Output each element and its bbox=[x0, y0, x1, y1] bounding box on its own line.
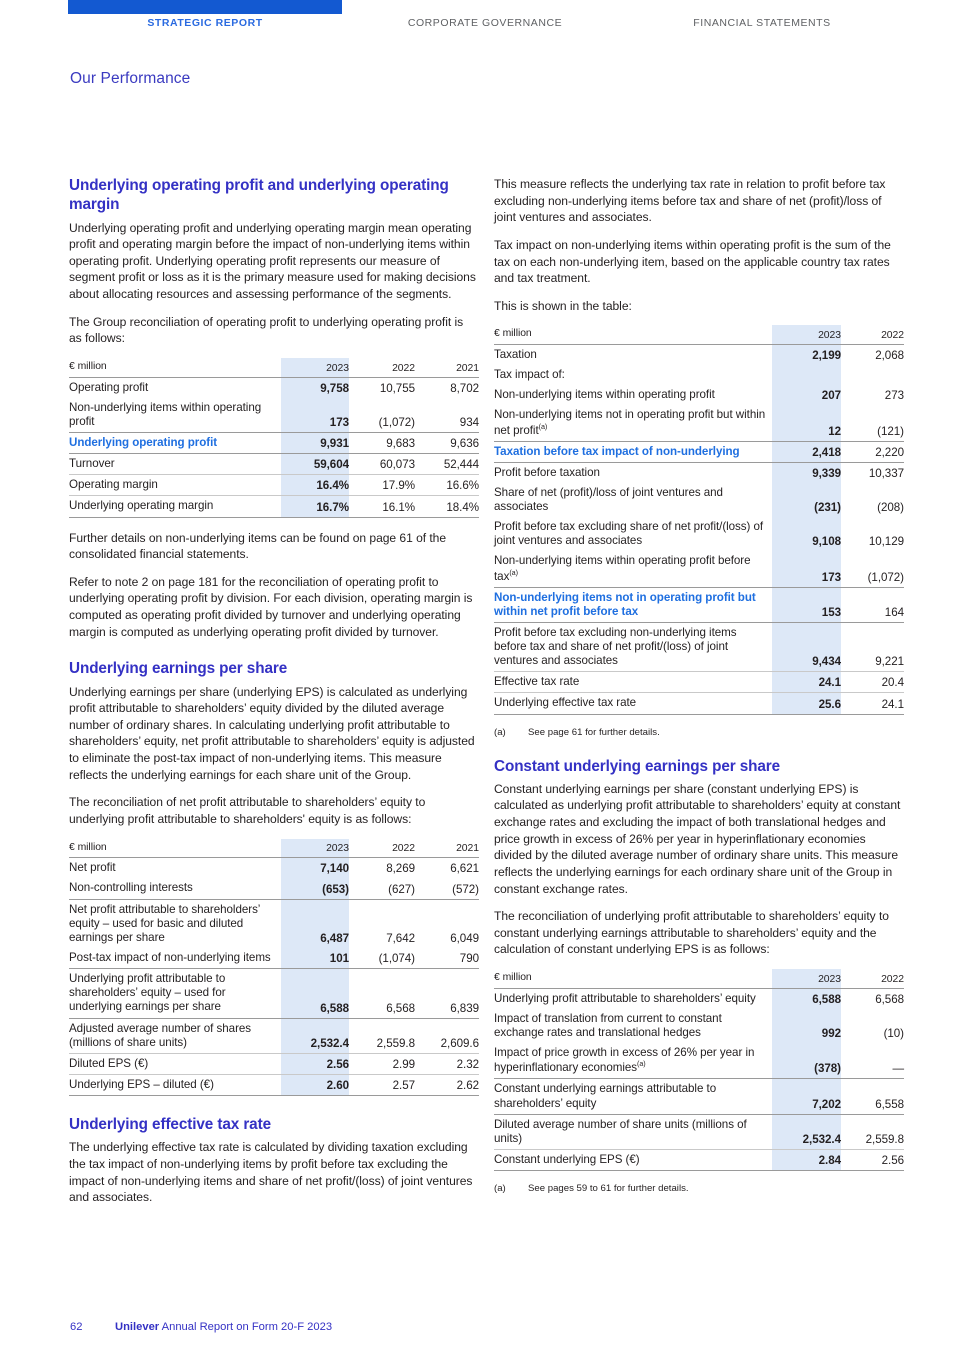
table-row bbox=[494, 345, 904, 366]
footer-brand: Unilever bbox=[115, 1321, 160, 1333]
paragraph-underlying-effective-tax-rate-definition: The underlying effective tax rate is calculated by dividing taxation excluding the tax impact of non-underlying items by profit before tax excluding the impact of non-underlying items and share of net profit/(loss) of joint ventures and associates. bbox=[69, 1140, 473, 1205]
row-label: Profit before tax excluding share of net profit/(loss) of joint ventures and associates bbox=[494, 520, 764, 548]
row-label: Tax impact of: bbox=[494, 368, 565, 382]
cell-2023: 12 bbox=[772, 405, 841, 441]
cell-2022: (1,074) bbox=[378, 952, 415, 966]
cell-2022: 2,068 bbox=[875, 349, 904, 363]
cell-2023: 2.60 bbox=[281, 1074, 349, 1095]
table-row bbox=[494, 441, 904, 462]
footnote-text: See pages 59 to 61 for further details. bbox=[528, 1183, 689, 1195]
cell-2022: 10,337 bbox=[841, 462, 904, 483]
column-header-2023: 2023 bbox=[281, 358, 349, 377]
row-label: Underlying EPS – diluted (€) bbox=[69, 1074, 281, 1095]
cell-2022: 9,221 bbox=[841, 622, 904, 671]
footnote-mark: (a) bbox=[494, 726, 506, 738]
cell-2022: (121) bbox=[877, 424, 904, 438]
cell-2021: 9,636 bbox=[415, 433, 479, 454]
cell-2022: 9,683 bbox=[349, 433, 415, 454]
cell-2022: 2.56 bbox=[841, 1149, 904, 1170]
row-label: Non-underlying items not in operating profit but within net profit before tax bbox=[494, 587, 772, 622]
paragraph-underlying-eps-definition: Underlying earnings per share (underlying EPS) is calculated as underlying profit attributable to shareholders’ equity divided by the diluted average number of ordinary shares. In calculating underlying profit attributable to shareholders’ equity, net profit attributable to shareholders’ equity is adjusted to eliminate the post-tax impact of non-underlying items. This measure reflects the underlying earnings for each share unit of the Group. bbox=[69, 684, 475, 782]
cell-2021: 6,049 bbox=[415, 899, 479, 948]
top-navigation bbox=[0, 0, 968, 46]
row-label-text: Impact of price growth in excess of 26% per year in hyperinflationary economies bbox=[494, 1046, 755, 1075]
cell-2023: 2,199 bbox=[772, 345, 841, 366]
column-header-2022: 2022 bbox=[841, 325, 904, 344]
row-label: Share of net (profit)/loss of joint ventures and associates bbox=[494, 485, 723, 514]
table-row bbox=[494, 385, 904, 405]
right-column bbox=[494, 176, 904, 1194]
column-header-unit: € million bbox=[494, 969, 772, 988]
row-label: Constant underlying earnings attributable to shareholders’ equity bbox=[494, 1079, 772, 1114]
table-row bbox=[494, 551, 904, 587]
page-footer bbox=[70, 1321, 332, 1333]
table-row bbox=[69, 969, 479, 1018]
cell-2023 bbox=[772, 365, 841, 385]
table-row bbox=[494, 365, 904, 385]
active-tab-indicator bbox=[68, 0, 342, 14]
cell-2023: 9,758 bbox=[281, 377, 349, 398]
row-label: Profit before tax excluding non-underlying items before tax and share of net profit/(loss) of joint ventures and associates bbox=[494, 622, 772, 671]
column-header-2022: 2022 bbox=[349, 358, 415, 377]
cell-2022: 2,220 bbox=[841, 441, 904, 462]
cell-2021: 52,444 bbox=[415, 454, 479, 475]
footnote-marker: (a) bbox=[538, 421, 548, 431]
table-header-row bbox=[494, 325, 904, 344]
footnote-marker: (a) bbox=[637, 1059, 646, 1069]
paragraph-constant-eps-reconciliation-intro: The reconciliation of underlying profit attributable to shareholders’ equity to constant underlying earnings attributable to shareholders’ equity and the calculation of constant underlying EPS is as follows: bbox=[494, 909, 889, 957]
column-header-2023: 2023 bbox=[772, 325, 841, 344]
row-label: Underlying profit attributable to shareholders’ equity – used for underlying earnings per share bbox=[69, 969, 281, 1018]
heading-constant-underlying-eps: Constant underlying earnings per share bbox=[494, 757, 781, 775]
cell-2023: (231) bbox=[772, 483, 841, 517]
table-row bbox=[494, 693, 904, 714]
paragraph-tax-rate-measure: This measure reflects the underlying tax rate in relation to profit before tax excluding non-underlying items before tax and share of net (profit)/loss of joint ventures and associates. bbox=[494, 177, 886, 225]
cell-2022: 2,559.8 bbox=[349, 1018, 415, 1053]
row-label bbox=[494, 551, 772, 587]
cell-2023: (653) bbox=[281, 878, 349, 899]
row-label-text: Non-underlying items within operating profit before tax bbox=[494, 554, 751, 583]
table-row bbox=[494, 622, 904, 671]
cell-2023: 59,604 bbox=[281, 454, 349, 475]
row-label: Constant underlying EPS (€) bbox=[494, 1149, 772, 1170]
column-header-unit: € million bbox=[69, 358, 281, 377]
table-row bbox=[494, 988, 904, 1009]
footnote-text: See page 61 for further details. bbox=[528, 726, 660, 738]
cell-2022: — bbox=[892, 1062, 904, 1076]
row-label: Diluted EPS (€) bbox=[69, 1053, 281, 1074]
cell-2022: 6,568 bbox=[875, 992, 904, 1006]
row-label: Underlying profit attributable to shareholders’ equity bbox=[494, 991, 756, 1005]
cell-2023: 173 bbox=[772, 551, 841, 587]
table-row bbox=[69, 1074, 479, 1095]
table-constant-underlying-eps bbox=[494, 969, 904, 1171]
table-row bbox=[494, 672, 904, 693]
cell-2021: (572) bbox=[452, 882, 479, 896]
cell-2022: 24.1 bbox=[841, 693, 904, 714]
cell-2022: (10) bbox=[883, 1027, 904, 1041]
cell-2022: (208) bbox=[877, 501, 904, 515]
row-label: Operating profit bbox=[69, 380, 149, 394]
cell-2022: 273 bbox=[884, 389, 904, 403]
row-label: Net profit bbox=[69, 861, 116, 875]
table-row bbox=[69, 433, 479, 454]
table-row bbox=[69, 1053, 479, 1074]
cell-2022: (1,072) bbox=[378, 416, 415, 430]
cell-2022: 6,568 bbox=[349, 969, 415, 1018]
cell-2021: 790 bbox=[459, 952, 479, 966]
cell-2021: 16.6% bbox=[415, 475, 479, 496]
cell-2022 bbox=[841, 365, 904, 385]
cell-2021: 2.62 bbox=[415, 1074, 479, 1095]
table-operating-profit-reconciliation bbox=[69, 358, 479, 518]
table-row bbox=[69, 948, 479, 969]
cell-2023: 16.4% bbox=[281, 475, 349, 496]
table-row bbox=[69, 398, 479, 433]
cell-2023: 992 bbox=[772, 1009, 841, 1043]
cell-2023: 9,108 bbox=[772, 517, 841, 551]
cell-2022: 164 bbox=[841, 587, 904, 622]
cell-2023: 9,434 bbox=[772, 622, 841, 671]
row-label: Post-tax impact of non-underlying items bbox=[69, 950, 271, 964]
table-row bbox=[494, 587, 904, 622]
row-label: Taxation bbox=[494, 348, 537, 362]
cell-2023: 207 bbox=[772, 385, 841, 405]
table-row bbox=[494, 1079, 904, 1114]
paragraph-shown-in-table: This is shown in the table: bbox=[494, 298, 632, 313]
table-row bbox=[494, 1114, 904, 1149]
row-label: Profit before taxation bbox=[494, 462, 772, 483]
cell-2022: 20.4 bbox=[841, 672, 904, 693]
cell-2022: 16.1% bbox=[349, 496, 415, 517]
cell-2023: 6,588 bbox=[772, 988, 841, 1009]
table-row bbox=[69, 454, 479, 475]
row-label bbox=[494, 405, 772, 441]
row-label: Non-underlying items within operating profit bbox=[494, 388, 715, 402]
tab-strategic-report[interactable]: STRATEGIC REPORT bbox=[147, 17, 263, 29]
row-label: Underlying effective tax rate bbox=[494, 693, 772, 714]
cell-2023: 2,532.4 bbox=[281, 1018, 349, 1053]
column-header-2021: 2021 bbox=[415, 358, 479, 377]
column-header-unit: € million bbox=[494, 325, 772, 344]
row-label: Turnover bbox=[69, 454, 281, 475]
paragraph-further-details: Further details on non-underlying items can be found on page 61 of the consolidated financial statements. bbox=[69, 530, 447, 562]
table-row bbox=[494, 1043, 904, 1079]
cell-2023: 2,418 bbox=[772, 441, 841, 462]
cell-2022: 60,073 bbox=[349, 454, 415, 475]
cell-2023: 2,532.4 bbox=[772, 1114, 841, 1149]
paragraph-group-reconciliation-intro: The Group reconciliation of operating profit to underlying operating profit is as follows: bbox=[69, 314, 464, 346]
column-header-unit: € million bbox=[69, 839, 281, 858]
footnote-constant-eps-table bbox=[494, 1183, 904, 1194]
cell-2023: 2.84 bbox=[772, 1149, 841, 1170]
table-row bbox=[494, 1149, 904, 1170]
tab-financial-statements[interactable]: FINANCIAL STATEMENTS bbox=[693, 17, 831, 29]
heading-underlying-operating-profit: Underlying operating profit and underlying operating margin bbox=[69, 177, 449, 214]
paragraph-tax-impact-non-underlying: Tax impact on non-underlying items within operating profit is the sum of the tax on each non-underlying item, based on the applicable country tax rates and tax treatment. bbox=[494, 237, 891, 286]
table-row bbox=[69, 858, 479, 879]
cell-2023: 153 bbox=[772, 587, 841, 622]
cell-2022: 17.9% bbox=[349, 475, 415, 496]
cell-2022: 10,129 bbox=[868, 535, 904, 549]
cell-2023: (378) bbox=[772, 1043, 841, 1079]
column-header-2022: 2022 bbox=[349, 839, 415, 858]
table-row bbox=[69, 475, 479, 496]
cell-2021: 6,621 bbox=[450, 862, 479, 876]
cell-2021: 2,609.6 bbox=[415, 1018, 479, 1053]
footer-page-number: 62 bbox=[70, 1321, 83, 1333]
left-column bbox=[69, 176, 479, 1217]
row-label: Impact of translation from current to constant exchange rates and translational hedges bbox=[494, 1011, 722, 1040]
table-row bbox=[69, 899, 479, 948]
column-header-2023: 2023 bbox=[772, 969, 841, 988]
table-header-row bbox=[69, 358, 479, 377]
cell-2023: 7,140 bbox=[281, 858, 349, 879]
table-row bbox=[69, 878, 479, 899]
heading-underlying-effective-tax-rate: Underlying effective tax rate bbox=[69, 1116, 271, 1134]
row-label: Effective tax rate bbox=[494, 672, 772, 693]
table-row bbox=[494, 462, 904, 483]
cell-2021: 2.32 bbox=[415, 1053, 479, 1074]
row-label: Operating margin bbox=[69, 475, 281, 496]
row-label: Non-controlling interests bbox=[69, 881, 193, 895]
cell-2023: 6,487 bbox=[281, 899, 349, 948]
cell-2023: 101 bbox=[281, 948, 349, 969]
table-row bbox=[69, 1018, 479, 1053]
table-row bbox=[69, 496, 479, 517]
cell-2021: 8,702 bbox=[450, 381, 479, 395]
cell-2022: (1,072) bbox=[867, 570, 904, 584]
cell-2021: 6,839 bbox=[415, 969, 479, 1018]
cell-2022: (627) bbox=[388, 882, 415, 896]
cell-2021: 934 bbox=[459, 416, 479, 430]
cell-2022: 10,755 bbox=[379, 381, 415, 395]
table-row bbox=[494, 1009, 904, 1043]
row-label: Adjusted average number of shares (millions of share units) bbox=[69, 1018, 281, 1053]
cell-2021: 18.4% bbox=[415, 496, 479, 517]
column-header-2023: 2023 bbox=[281, 839, 349, 858]
row-label: Taxation before tax impact of non-underlying bbox=[494, 441, 772, 462]
cell-2023: 7,202 bbox=[772, 1079, 841, 1114]
cell-2022: 2.57 bbox=[349, 1074, 415, 1095]
row-label: Non-underlying items within operating profit bbox=[69, 400, 262, 428]
heading-underlying-eps: Underlying earnings per share bbox=[69, 660, 288, 678]
footnote-marker: (a) bbox=[509, 567, 518, 577]
table-row bbox=[69, 377, 479, 398]
cell-2023: 6,588 bbox=[281, 969, 349, 1018]
paragraph-underlying-operating-profit-definition: Underlying operating profit and underlying operating margin mean operating profit and operating margin before the impact of non-underlying items within operating profit. Underlying operating profit represents our measure of segment profit or loss as it is the primary measure used for making decisions about allocating resources and assessing performance of the segments. bbox=[69, 220, 476, 302]
footnote-mark: (a) bbox=[494, 1183, 506, 1195]
table-row bbox=[494, 405, 904, 441]
table-eps-reconciliation bbox=[69, 839, 479, 1097]
cell-2022: 2.99 bbox=[349, 1053, 415, 1074]
column-header-2021: 2021 bbox=[415, 839, 479, 858]
cell-2023: 2.56 bbox=[281, 1053, 349, 1074]
row-label: Underlying operating margin bbox=[69, 496, 281, 517]
row-label: Net profit attributable to shareholders’ equity – used for basic and diluted earnings per share bbox=[69, 899, 281, 948]
cell-2023: 9,931 bbox=[281, 433, 349, 454]
cell-2023: 9,339 bbox=[772, 462, 841, 483]
cell-2023: 16.7% bbox=[281, 496, 349, 517]
paragraph-net-profit-reconciliation-intro: The reconciliation of net profit attributable to shareholders’ equity to underlying profit attributable to shareholders' equity is as follows: bbox=[69, 795, 426, 826]
cell-2023: 173 bbox=[281, 398, 349, 433]
tab-corporate-governance[interactable]: CORPORATE GOVERNANCE bbox=[407, 17, 563, 29]
paragraph-constant-underlying-eps-definition: Constant underlying earnings per share (constant underlying EPS) is calculated as underlying profit attributable to shareholders’ equity at constant exchange rates and excluding the impact of both translational hedges and price growth in excess of 26% per year in hyperinflationary economies divided by the diluted average number of ordinary share units. This measure reflects the underlying earnings for each ordinary share unit of the Group in constant exchange rates. bbox=[494, 781, 901, 896]
paragraph-refer-note-2: Refer to note 2 on page 181 for the reconciliation of operating profit to underlying operating profit by division. For each division, operating margin is computed as operating profit divided by turnover and underlying operating margin is computed as underlying operating profit divided by turnover. bbox=[69, 574, 473, 639]
column-header-2022: 2022 bbox=[841, 969, 904, 988]
row-label: Diluted average number of share units (millions of units) bbox=[494, 1114, 772, 1149]
cell-2022: 7,642 bbox=[349, 899, 415, 948]
row-label: Underlying operating profit bbox=[69, 433, 281, 454]
footnote-tax-table bbox=[494, 727, 904, 738]
footer-title: Annual Report on Form 20-F 2023 bbox=[159, 1321, 333, 1333]
cell-2022: 6,558 bbox=[841, 1079, 904, 1114]
cell-2023: 25.6 bbox=[772, 693, 841, 714]
page-section-title: Our Performance bbox=[70, 70, 191, 87]
table-effective-tax-rate bbox=[494, 325, 904, 714]
table-row bbox=[494, 517, 904, 551]
row-label-text: Non-underlying items not in operating profit but within net profit bbox=[494, 408, 766, 437]
cell-2023: 24.1 bbox=[772, 672, 841, 693]
cell-2022: 2,559.8 bbox=[841, 1114, 904, 1149]
table-header-row bbox=[69, 839, 479, 858]
table-row bbox=[494, 483, 904, 517]
row-label bbox=[494, 1043, 772, 1079]
table-header-row bbox=[494, 969, 904, 988]
cell-2022: 8,269 bbox=[386, 862, 415, 876]
